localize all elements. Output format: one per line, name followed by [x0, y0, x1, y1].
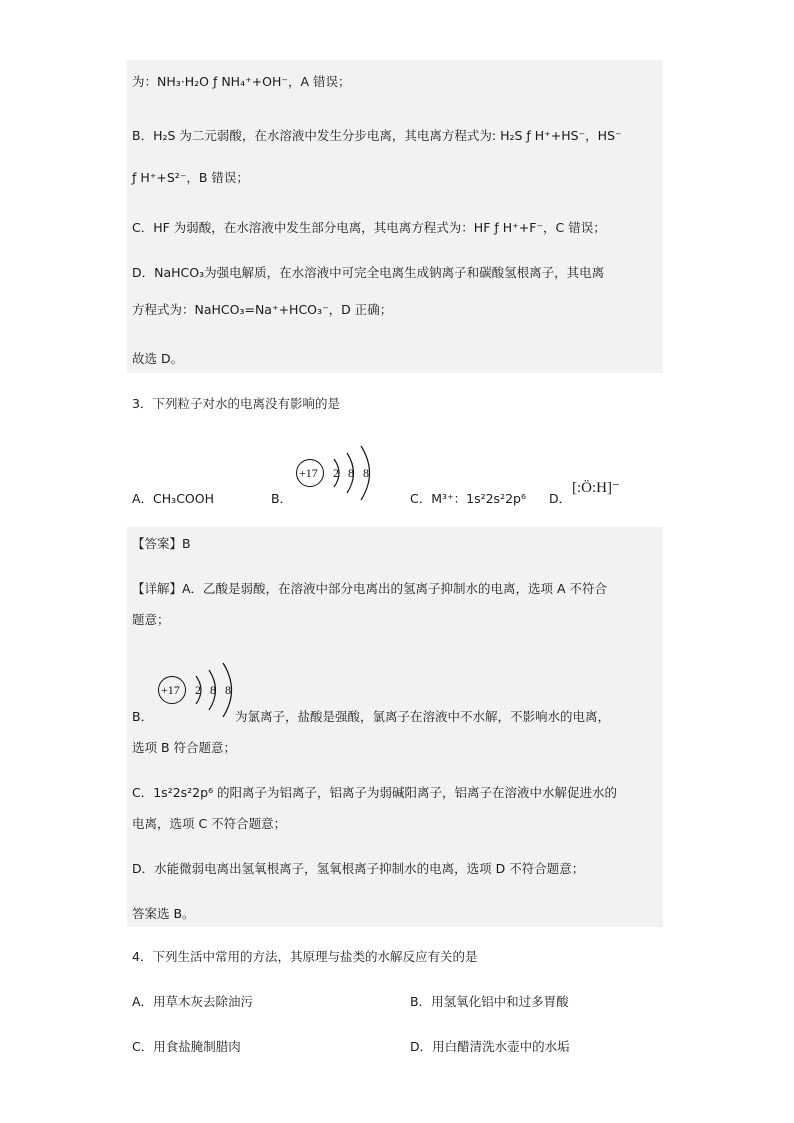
chlorine-ion-structure-diagram — [152, 655, 247, 717]
text-line: C．HF 为弱酸，在水溶液中发生部分电离，其电离方程式为：HF ƒ H⁺+F⁻，C 错误； — [132, 220, 606, 235]
option-c: C．M³⁺：1s²2s²2p⁶ — [410, 491, 526, 506]
hydroxide-ion-lewis-structure: [:Ö:H]⁻ — [572, 480, 620, 496]
conclusion: 答案选 B。 — [132, 906, 195, 921]
question-4-stem: 4．下列生活中常用的方法，其原理与盐类的水解反应有关的是 — [132, 949, 478, 964]
nucleus-label: +17 — [299, 466, 318, 480]
option-a: A．CH₃COOH — [132, 491, 214, 506]
shell-3-count: 8 — [225, 683, 231, 697]
detail-line: C．1s²2s²2p⁶ 的阳离子为铝离子，铝离子为弱碱阳离子，铝离子在溶液中水解促进水的 — [132, 785, 618, 800]
nucleus-label: +17 — [161, 683, 180, 697]
answer-block-shading-1 — [127, 60, 663, 373]
text-line: D．NaHCO₃为强电解质，在水溶液中可完全电离生成钠离子和碳酸氢根离子，其电离 — [132, 265, 605, 280]
shell-1-count: 2 — [333, 466, 339, 480]
option-c: C．用食盐腌制腊肉 — [132, 1039, 241, 1054]
detail-line: 电离，选项 C 不符合题意； — [132, 816, 287, 831]
option-d-label: D． — [549, 491, 572, 506]
text-line: 方程式为：NaHCO₃=Na⁺+HCO₃⁻，D 正确； — [132, 302, 393, 317]
detail-line: 为氯离子，盐酸是强酸，氯离子在溶液中不水解，不影响水的电离， — [235, 709, 611, 724]
chlorine-ion-structure-diagram — [290, 440, 385, 502]
detail-line: 【详解】A．乙酸是弱酸，在溶液中部分电离出的氢离子抑制水的电离，选项 A 不符合 — [132, 581, 608, 596]
text-line: B．H₂S 为二元弱酸，在水溶液中发生分步电离，其电离方程式为: H₂S ƒ H⁺+HS⁻，HS⁻ — [132, 128, 622, 143]
detail-line: 选项 B 符合题意； — [132, 740, 237, 755]
option-d: D．用白醋清洗水壶中的水垢 — [410, 1039, 570, 1054]
detail-line: D．水能微弱电离出氢氧根离子，氢氧根离子抑制水的电离，选项 D 不符合题意； — [132, 861, 585, 876]
option-b: B．用氢氧化铝中和过多胃酸 — [410, 994, 569, 1009]
text-line: 为：NH₃·H₂O ƒ NH₄⁺+OH⁻，A 错误； — [132, 74, 351, 89]
option-b-label: B． — [271, 491, 293, 506]
text-line: 故选 D。 — [132, 351, 184, 366]
detail-line: 题意； — [132, 612, 170, 627]
answer-label: 【答案】B — [132, 536, 191, 551]
question-3-stem: 3．下列粒子对水的电离没有影响的是 — [132, 396, 340, 411]
shell-2-count: 8 — [348, 466, 354, 480]
option-a: A．用草木灰去除油污 — [132, 994, 254, 1009]
shell-2-count: 8 — [210, 683, 216, 697]
text-line: ƒ H⁺+S²⁻，B 错误； — [132, 170, 249, 185]
detail-b-prefix: B． — [132, 709, 154, 724]
shell-3-count: 8 — [363, 466, 369, 480]
shell-1-count: 2 — [195, 683, 201, 697]
